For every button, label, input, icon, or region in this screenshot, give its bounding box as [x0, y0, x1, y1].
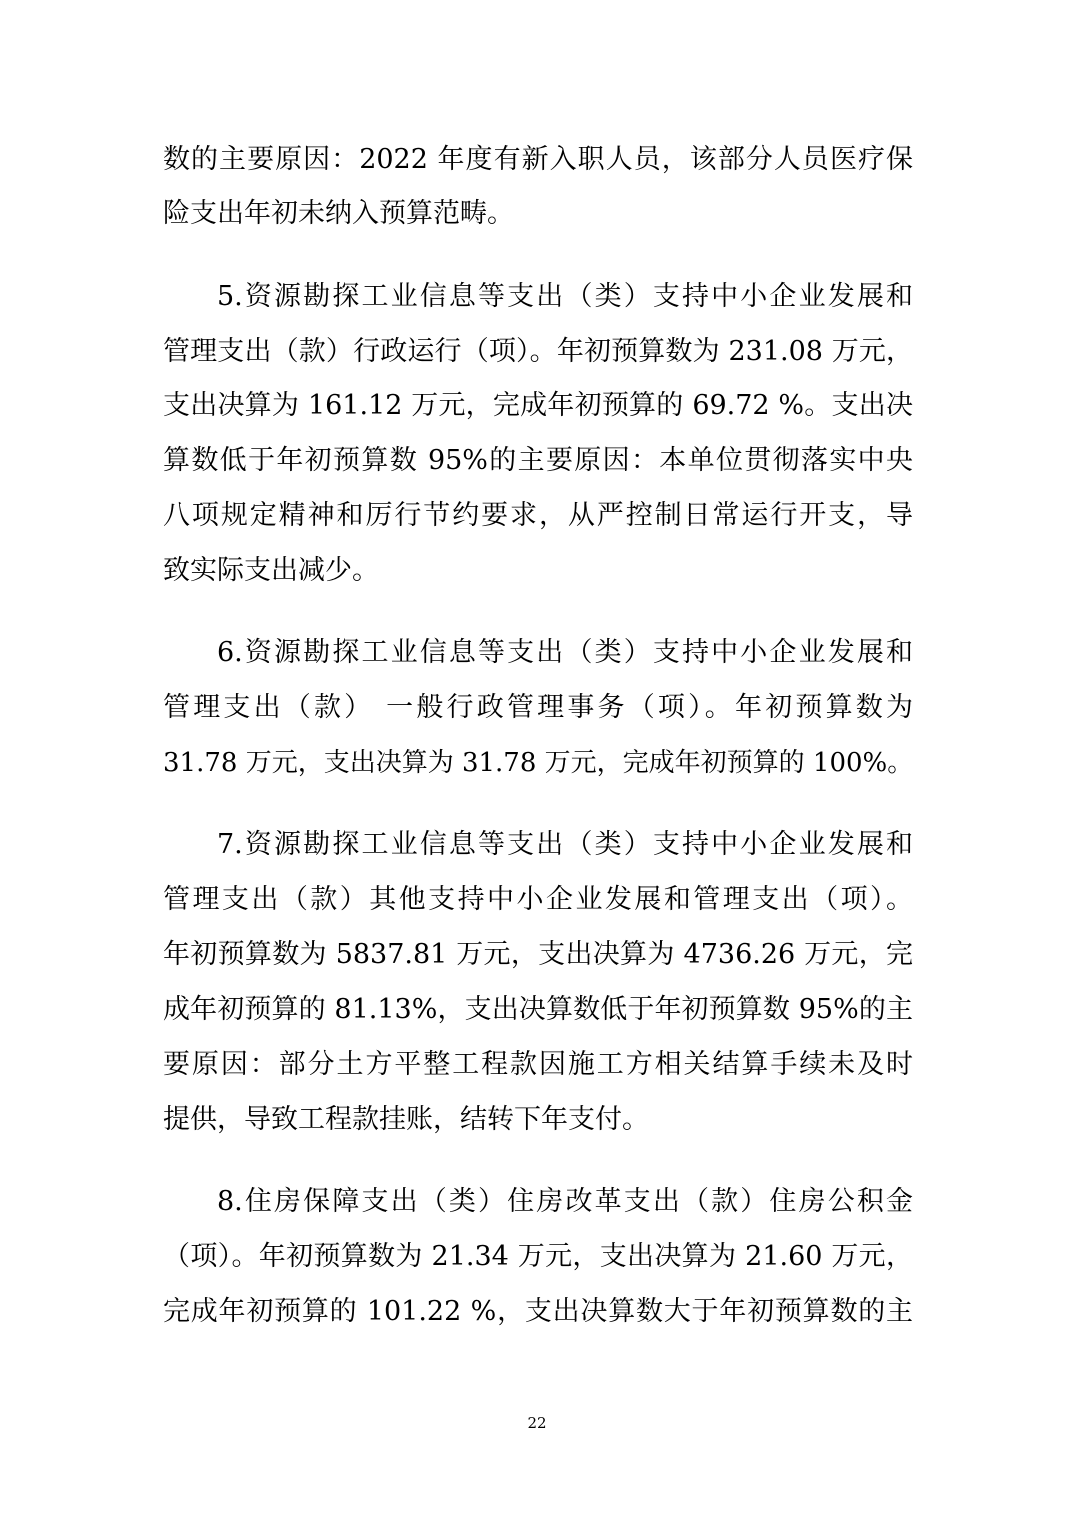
- text-line: 31.78 万元，支出决算为 31.78 万元，完成年初预算的 100%。: [163, 748, 914, 778]
- text-line: 管理支出（款） 一般行政管理事务（项）。年初预算数为: [163, 692, 913, 723]
- page-number: 22: [527, 1414, 547, 1432]
- text-line: （项）。年初预算数为 21.34 万元，支出决算为 21.60 万元，: [163, 1241, 913, 1272]
- paragraph-heading-5: 5.资源勘探工业信息等支出（类）支持中小企业发展和: [217, 281, 913, 312]
- text-line: 致实际支出减少。: [163, 555, 379, 586]
- text-line: 完成年初预算的 101.22 %，支出决算数大于年初预算数的主: [163, 1296, 913, 1327]
- text-line: 要原因：部分土方平整工程款因施工方相关结算手续未及时: [163, 1049, 913, 1080]
- text-line: 算数低于年初预算数 95%的主要原因：本单位贯彻落实中央: [163, 445, 913, 476]
- paragraph-heading-6: 6.资源勘探工业信息等支出（类）支持中小企业发展和: [217, 637, 913, 668]
- text-line: 支出决算为 161.12 万元，完成年初预算的 69.72 %。支出决: [163, 390, 913, 421]
- paragraph-heading-8: 8.住房保障支出（类）住房改革支出（款）住房公积金: [217, 1186, 913, 1217]
- text-line: 管理支出（款）其他支持中小企业发展和管理支出（项）。: [163, 884, 913, 915]
- text-line: 提供，导致工程款挂账，结转下年支付。: [163, 1104, 649, 1135]
- text-line: 成年初预算的 81.13%，支出决算数低于年初预算数 95%的主: [163, 994, 913, 1025]
- text-line: 管理支出（款）行政运行（项）。年初预算数为 231.08 万元，: [163, 336, 913, 367]
- text-line: 数的主要原因：2022 年度有新入职人员，该部分人员医疗保: [163, 144, 913, 175]
- paragraph-heading-7: 7.资源勘探工业信息等支出（类）支持中小企业发展和: [217, 829, 913, 860]
- text-line: 险支出年初未纳入预算范畴。: [163, 198, 514, 229]
- text-line: 年初预算数为 5837.81 万元，支出决算为 4736.26 万元，完: [163, 939, 913, 970]
- text-line: 八项规定精神和厉行节约要求，从严控制日常运行开支，导: [163, 500, 913, 531]
